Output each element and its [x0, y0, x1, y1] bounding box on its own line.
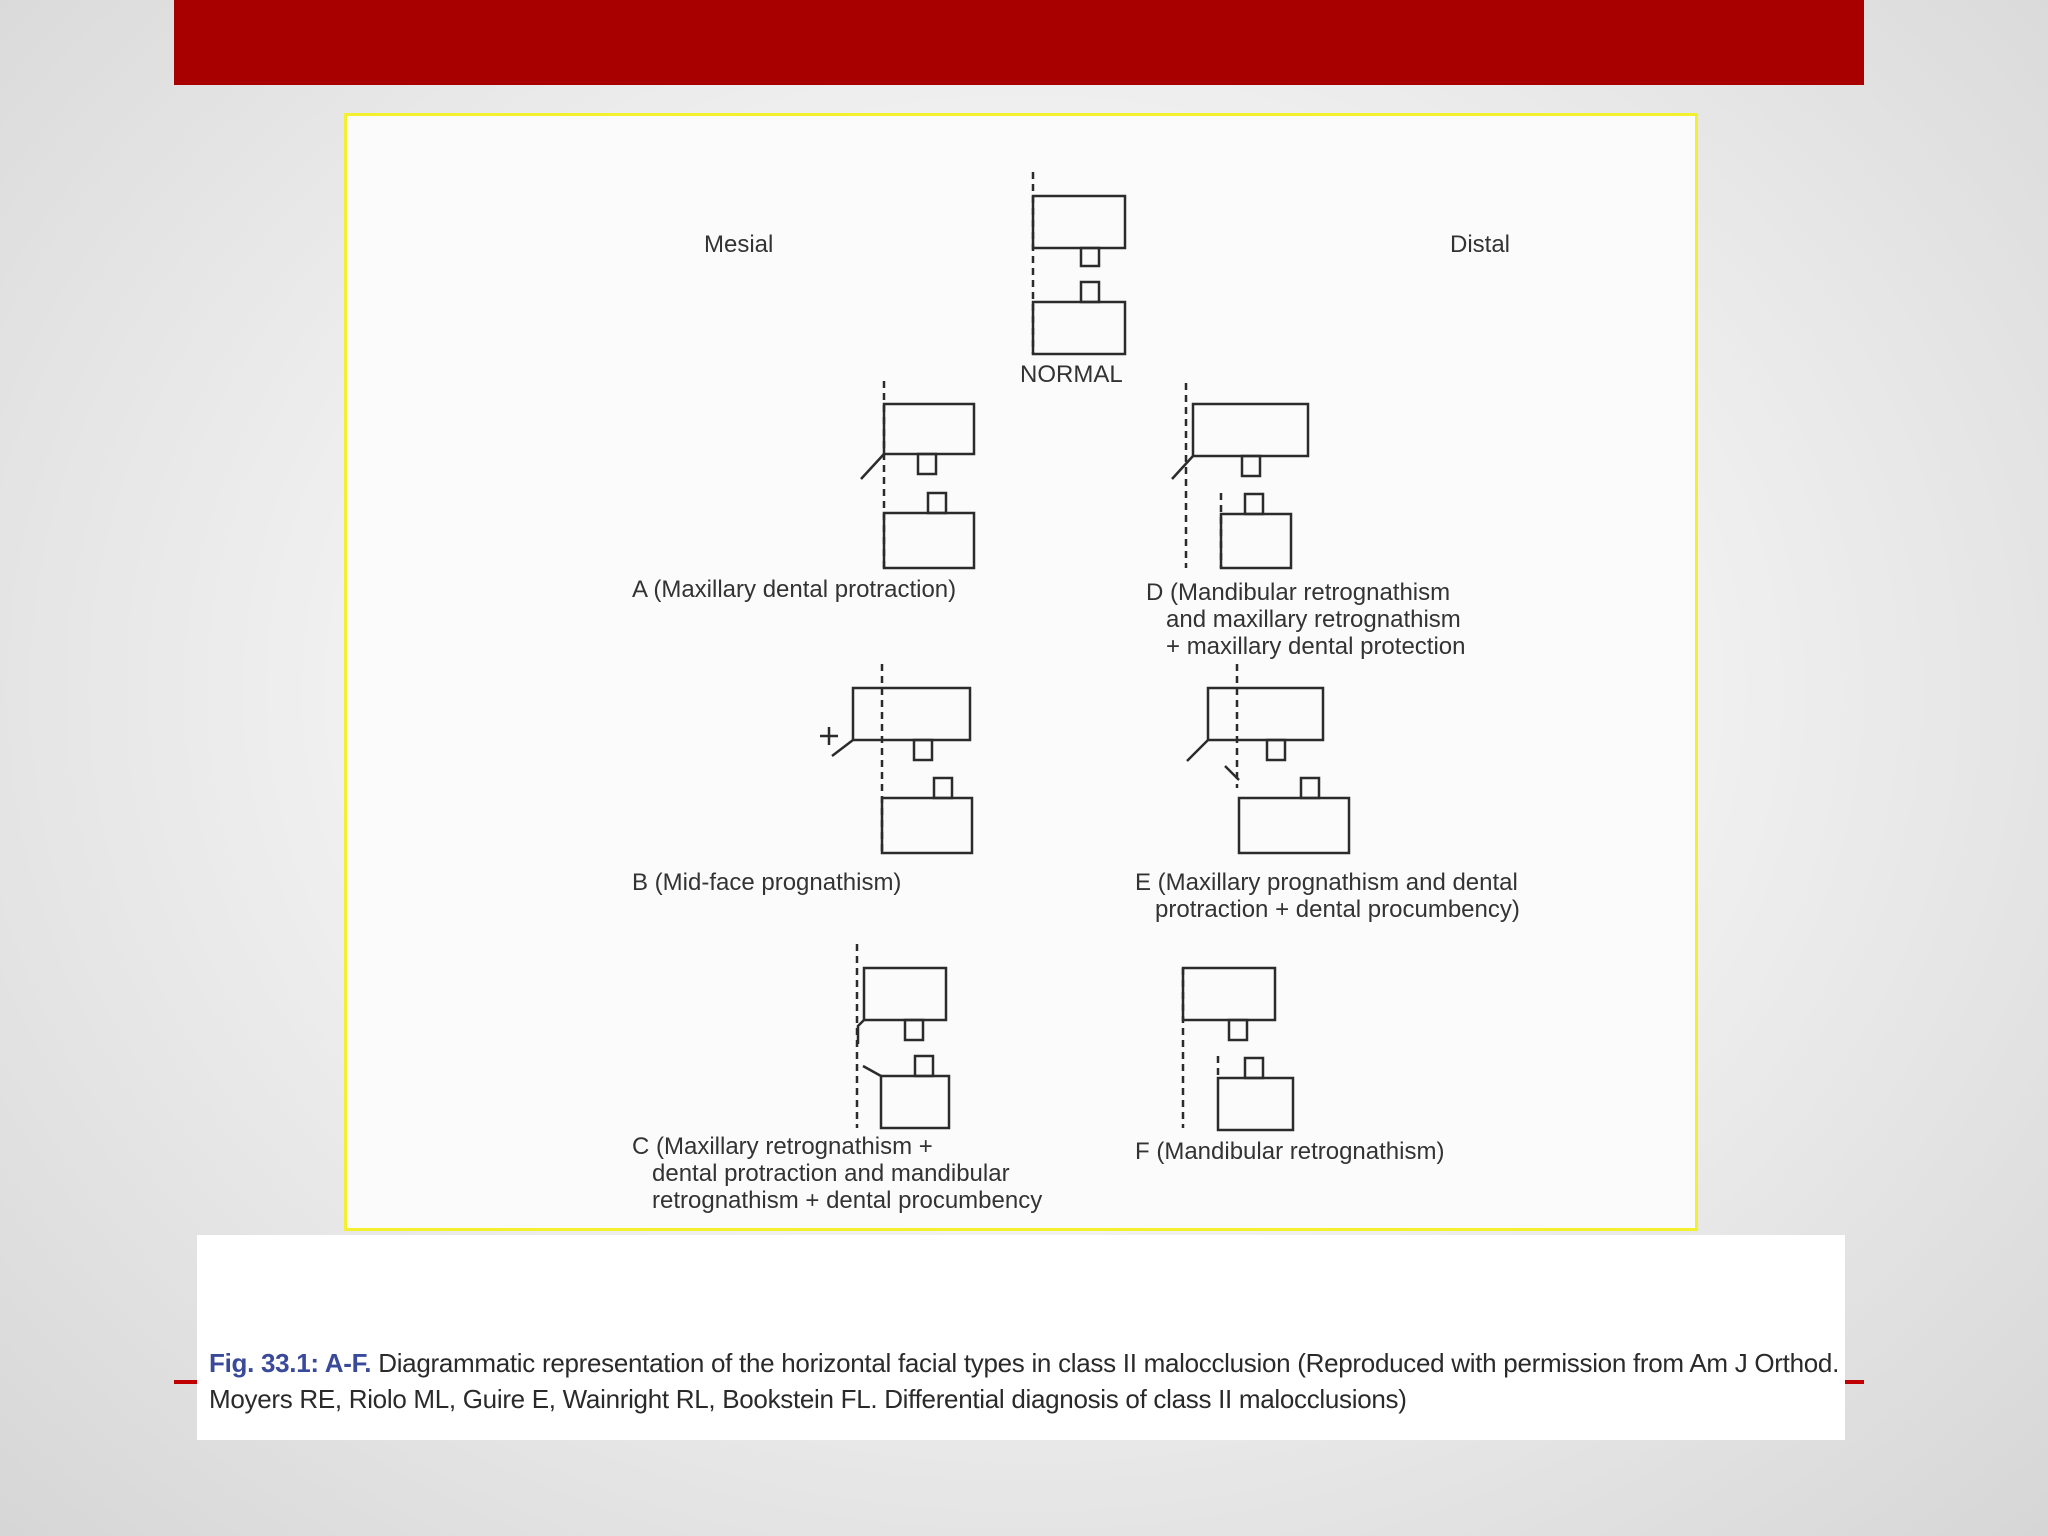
diagram-normal	[1033, 172, 1125, 354]
class-ii-diagram	[347, 116, 1695, 1228]
caption-body: Diagrammatic representation of the horizontal facial types in class II malocclusion (Reproduced with permission from Am J Orthod. Moyers RE, Riolo ML, Guire E, Wainright RL, Bookstein FL. Differential diagnosis of class II malocclusions)	[209, 1348, 1839, 1414]
label-d: D (Mandibular retrognathism and maxillary retrognathism + maxillary dental protection	[1146, 579, 1466, 660]
diagram-b	[820, 664, 972, 853]
normal-label: NORMAL	[1020, 361, 1123, 388]
label-b: B (Mid-face prognathism)	[632, 869, 902, 896]
figure-panel	[344, 113, 1698, 1231]
diagram-a	[861, 381, 974, 568]
label-e: E (Maxillary prognathism and dental protraction + dental procumbency)	[1135, 869, 1520, 923]
title-bar	[174, 0, 1864, 85]
label-c: C (Maxillary retrognathism + dental protraction and mandibular retrognathism + dental procumbency	[632, 1133, 1043, 1214]
label-a: A (Maxillary dental protraction)	[632, 576, 957, 603]
caption-heading: Fig. 33.1: A-F.	[209, 1348, 372, 1378]
diagram-f	[1183, 968, 1293, 1130]
distal-label: Distal	[1450, 231, 1511, 258]
diagram-d	[1172, 383, 1308, 568]
diagram-e	[1187, 664, 1349, 853]
caption-text	[209, 1345, 1839, 1417]
mesial-label: Mesial	[704, 231, 774, 258]
diagram-c	[857, 944, 949, 1128]
label-f: F (Mandibular retrognathism)	[1135, 1138, 1445, 1165]
figure-caption	[197, 1235, 1845, 1440]
